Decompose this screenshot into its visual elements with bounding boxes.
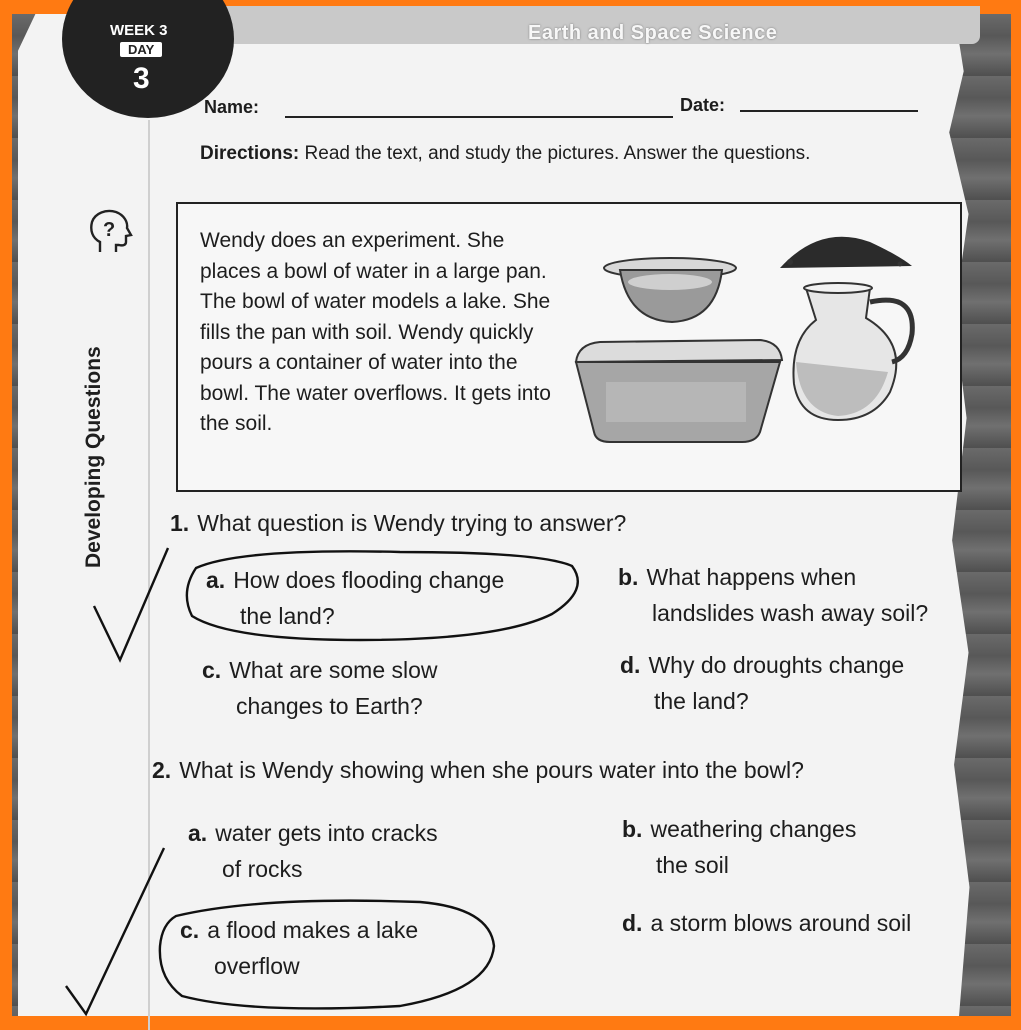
soil-pile-icon — [780, 237, 912, 268]
option-text: water gets into cracks — [215, 820, 438, 846]
pan-icon — [576, 340, 782, 442]
option-text: What happens when — [646, 564, 857, 590]
q1-option-a[interactable] — [206, 562, 566, 634]
question-text: What question is Wendy trying to answer? — [197, 510, 627, 536]
svg-text:?: ? — [103, 219, 116, 241]
option-letter: c. — [180, 917, 200, 943]
option-text: a flood makes a lake — [207, 917, 419, 943]
option-text: Why do droughts change — [648, 652, 905, 678]
option-letter: a. — [206, 567, 226, 593]
option-text: of rocks — [222, 856, 303, 882]
option-text: the land? — [240, 603, 335, 629]
option-letter: a. — [188, 820, 208, 846]
option-letter: c. — [202, 657, 222, 683]
option-text: a storm blows around soil — [650, 910, 912, 936]
option-text: changes to Earth? — [236, 693, 423, 719]
directions-label: Directions: — [200, 143, 300, 164]
margin-line — [148, 120, 150, 1030]
side-label: Developing Questions — [82, 346, 105, 568]
option-text: the land? — [654, 688, 749, 714]
question-number: 2. — [152, 757, 172, 783]
q2-option-c[interactable] — [180, 912, 510, 984]
q1-option-c[interactable] — [202, 652, 532, 724]
option-letter: b. — [618, 564, 639, 590]
option-text: How does flooding change — [233, 567, 505, 593]
option-text: landslides wash away soil? — [652, 600, 929, 626]
option-text: the soil — [656, 852, 729, 878]
question-text: What is Wendy showing when she pours water into the bowl? — [179, 757, 804, 783]
q2-option-b[interactable] — [622, 811, 962, 883]
passage-text: Wendy does an experiment. She places a bowl of water in a large pan. The bowl of water models a lake. She fills the pan with soil. Wendy quickly pours a container of water into the bowl. The water overflows. It gets into the soil. — [200, 229, 551, 435]
option-letter: d. — [622, 910, 643, 936]
directions-text: Read the text, and study the pictures. Answer the questions. — [304, 143, 811, 164]
date-label: Date: — [680, 95, 726, 115]
question-2 — [152, 757, 804, 784]
question-1 — [170, 510, 626, 537]
q1-option-b[interactable] — [618, 559, 968, 631]
q2-option-a[interactable] — [188, 815, 518, 887]
head-question-icon — [86, 208, 134, 254]
option-letter: b. — [622, 816, 643, 842]
option-text: overflow — [214, 953, 300, 979]
q1-option-d[interactable] — [620, 647, 970, 719]
directions — [200, 140, 900, 167]
option-letter: d. — [620, 652, 641, 678]
question-number: 1. — [170, 510, 190, 536]
q2-option-d[interactable] — [622, 905, 992, 941]
experiment-pictures — [570, 222, 930, 462]
badge-day: DAY — [120, 42, 162, 57]
badge-day-number: 3 — [133, 62, 150, 95]
section-title: Earth and Space Science — [528, 22, 778, 44]
option-text: What are some slow — [229, 657, 438, 683]
date-field[interactable] — [740, 110, 918, 112]
badge-week: WEEK 3 — [110, 22, 168, 39]
bowl-icon — [604, 258, 736, 322]
pitcher-icon — [793, 283, 912, 420]
option-text: weathering changes — [650, 816, 857, 842]
name-label: Name: — [204, 97, 260, 117]
name-field[interactable] — [285, 116, 673, 118]
